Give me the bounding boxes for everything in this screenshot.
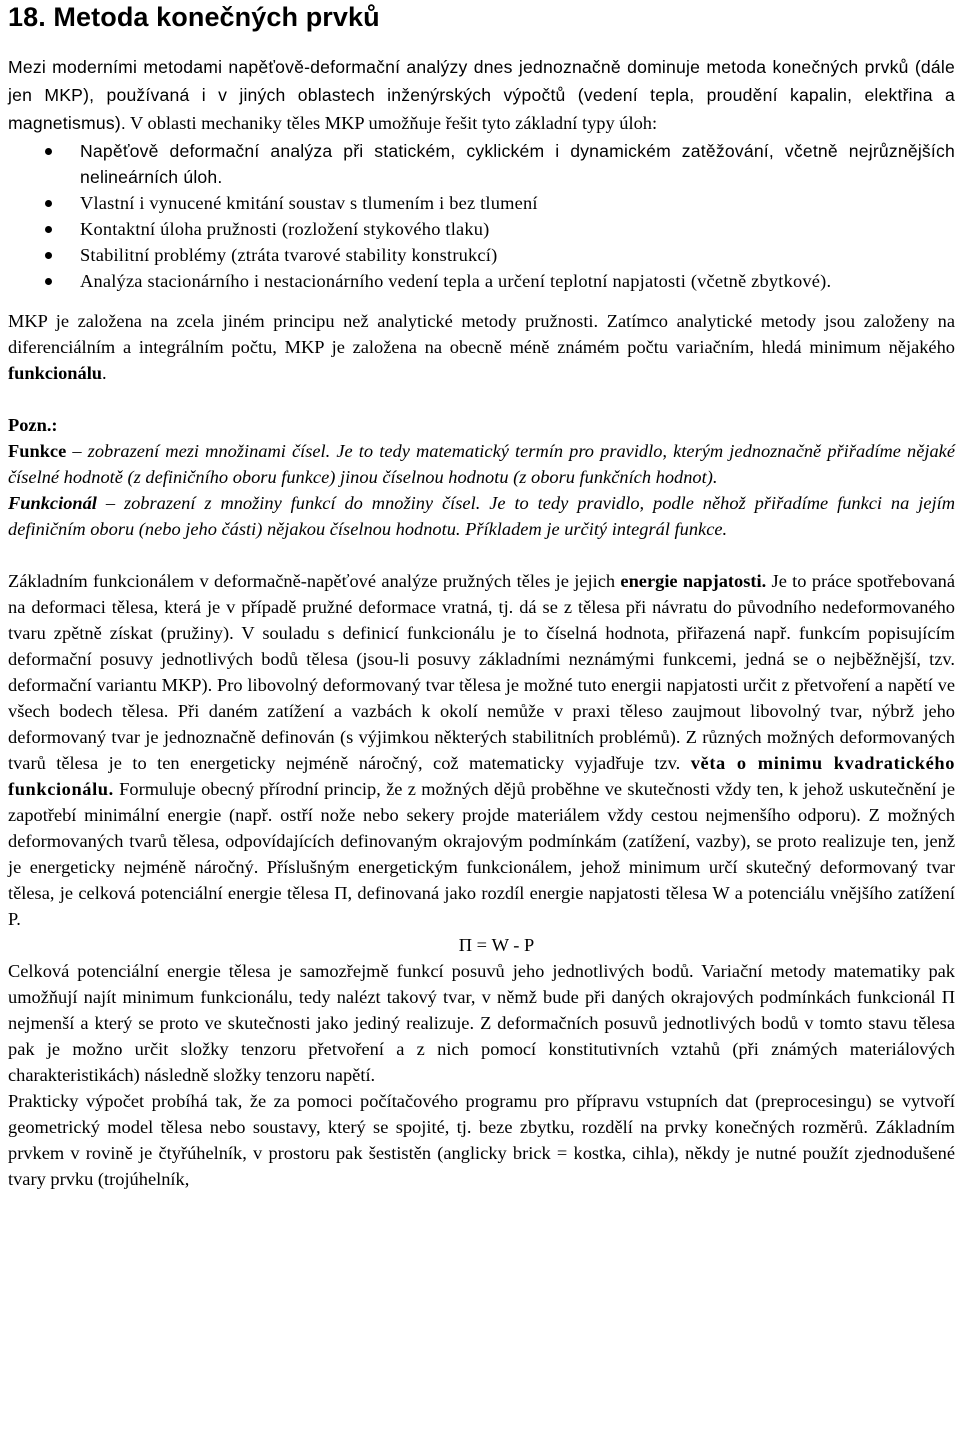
intro-paragraph xyxy=(8,54,955,138)
bullet-icon xyxy=(45,226,52,233)
task-list xyxy=(8,138,955,294)
bullet-icon xyxy=(45,200,52,207)
bullet-icon xyxy=(45,278,52,285)
intro-text-serif: V oblasti mechaniky těles MKP umožňuje řešit tyto základní typy úloh: xyxy=(129,113,658,133)
energy-paragraph: Základním funkcionálem v deformačně-napěťové analýze pružných těles je jejich energie napjatosti. Je to práce spotřebovaná na deformaci tělesa, která je v případě pružné deformace vratná, tj. dá se z tělesa při návratu do původního nedeformovaného tvaru zpětně získat (pružiny). V souladu s definicí funkcionálu je to číselná hodnota, přiřazená např. funkcím popisujícím deformační posuvy jednotlivých bodů tělesa (jsou-li posuvy základními neznámými funkcemi, jedná se o nejběžnější, tzv. deformační variantu MKP). Pro libovolný deformovaný tvar tělesa je možné tuto energii napjatosti určit z přetvoření a napětí ve všech bodech tělesa. Při daném zatížení a vazbách k okolí nemůže v praxi těleso zaujmout libovolný tvar, nýbrž jeho deformovaný tvar je jednoznačně definován (s výjimkou některých stabilitních problémů). Z různých možných deformovaných tvarů tělesa je to ten energeticky nejméně náročný, což matematicky vyjadřuje tzv. věta o minimu kvadratického funkcionálu. Formuluje obecný přírodní princip, že z možných dějů proběhne ve skutečnosti vždy ten, k jehož uskutečnění je zapotřebí minimální energie (např. ostří nože nebo sekery projde materiálem vždy cestou nejmenšího odporu). Z možných deformovaných tvarů tělesa, odpovídajících definovaným okrajovým podmínkám (zatížení, vazby), se proto realizuje ten, jenž je energeticky nejméně náročný. Příslušným energetickým funkcionálem, jehož minimum určí skutečný deformovaný tvar tělesa, je celková potenciální energie tělesa Π, definovaná jako rozdíl energie napjatosti tělesa W a potenciálu vnějšího zatížení P. xyxy=(8,571,956,929)
note-funkce: Funkce – zobrazení mezi množinami čísel. Je to tedy matematický termín pro pravidlo, kterým jednoznačně přiřadíme nějaké číselné hodnotě (z definičního oboru funkce) jinou číselnou hodnotu (z oboru funkčních hodnot). xyxy=(8,441,955,487)
list-item: Vlastní i vynucené kmitání soustav s tlumením i bez tlumení xyxy=(8,190,955,216)
document-page xyxy=(8,0,955,1192)
list-item: Stabilitní problémy (ztráta tvarové stability konstrukcí) xyxy=(8,242,955,268)
potential-paragraph: Celková potenciální energie tělesa je samozřejmě funkcí posuvů jeho jednotlivých bodů. Variační metody matematiky pak umožňují najít minimum funkcionálu, tedy nalézt takový tvar, v němž bude při daných okrajových podmínkách funkcionál Π nejmenší a který se proto ve skutečnosti jako jediný realizuje. Z deformačních posuvů jednotlivých bodů v tomto stavu tělesa pak je možno určit složky tenzoru přetvoření a z nich pomocí konstitutivních vztahů (při známých materiálových charakteristikách) následně složky tenzoru napětí. xyxy=(8,961,955,1085)
note-funkcional: Funkcionál – zobrazení z množiny funkcí do množiny čísel. Je to tedy pravidlo, podle něhož přiřadíme funkci na jejím definičním oboru (nebo jeho části) nějakou číselnou hodnotu. Příkladem je určitý integrál funkce. xyxy=(8,493,955,539)
funkcional-bold: funkcionálu xyxy=(8,363,103,383)
intro-text-sans: Mezi moderními metodami napěťově-deformační analýzy dnes jednoznačně dominuje metoda konečných prvků (dále jen MKP), používaná i v jiných oblastech inženýrských výpočtů (vedení tepla, proudění kapalin, elektřina a magnetismus). xyxy=(8,57,955,133)
formula: Π = W - P xyxy=(458,935,535,955)
list-item: Napěťově deformační analýza při statickém, cyklickém i dynamickém zatěžování, včetně nejrůznějších nelineárních úloh. xyxy=(8,138,955,190)
funkcional-term: Funkcionál xyxy=(8,493,97,513)
bullet-icon xyxy=(45,148,52,155)
page-title: 18. Metoda konečných prvků xyxy=(8,2,380,32)
note-label: Pozn.: xyxy=(8,415,58,435)
bullet-icon xyxy=(45,252,52,259)
energie-napjatosti-bold: energie napjatosti. xyxy=(620,571,767,591)
veta-o-minimu-bold: věta o minimu kvadratického funkcionálu. xyxy=(8,753,955,799)
list-item: Kontaktní úloha pružnosti (rozložení stykového tlaku) xyxy=(8,216,955,242)
list-item: Analýza stacionárního i nestacionárního vedení tepla a určení teplotní napjatosti (včetně zbytkové). xyxy=(8,268,955,294)
mkp-paragraph: MKP je založena na zcela jiném principu než analytické metody pružnosti. Zatímco analytické metody jsou založeny na diferenciálním a integrálním počtu, MKP je založena na obecně méně známém počtu variačním, hledá minimum nějakého funkcionálu. xyxy=(8,311,955,383)
practical-paragraph: Prakticky výpočet probíhá tak, že za pomoci počítačového programu pro přípravu vstupních dat (preprocesingu) se vytvoří geometrický model tělesa nebo soustavy, který se spojité, tj. beze zbytku, rozdělí na prvky konečných rozměrů. Základním prvkem v rovině je čtyřúhelník, v prostoru pak šestistěn (anglicky brick = kostka, cihla), někdy je nutné použít zjednodušené tvary prvku (trojúhelník, xyxy=(8,1091,955,1189)
funkce-term: Funkce xyxy=(8,441,67,461)
